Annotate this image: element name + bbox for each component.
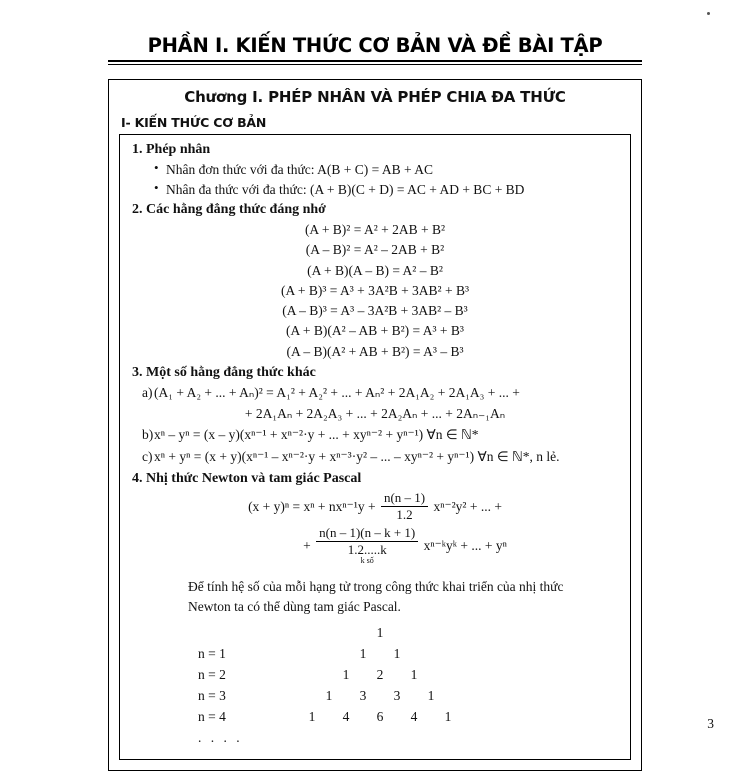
page-content <box>108 34 642 771</box>
corner-mark <box>707 12 710 15</box>
table-row <box>132 623 618 644</box>
row-values <box>252 623 618 644</box>
newton-formula-line-2 <box>132 527 618 566</box>
cell: 4 <box>410 708 418 724</box>
pascal-ellipsis: . . . . <box>198 729 243 745</box>
knowledge-box <box>119 134 631 760</box>
table-row <box>132 707 618 728</box>
cell: 1 <box>410 667 418 683</box>
fraction-annotation: k số <box>360 555 374 565</box>
row-values <box>252 644 618 665</box>
cell: 1 <box>308 708 316 724</box>
pascal-triangle <box>132 623 618 749</box>
row-values <box>252 686 618 707</box>
chapter-title: Chương I. PHÉP NHÂN VÀ PHÉP CHIA ĐA THỨC <box>184 88 566 106</box>
item-text: (A₁ + A₂ + ... + Aₙ)² = A₁² + A₂² + ... + Aₙ² + 2A₁A₂ + 2A₁A₃ + ... + <box>154 384 520 400</box>
page-number: 3 <box>707 716 714 731</box>
row-label: n = 1 <box>198 646 226 662</box>
cell: 2 <box>376 667 384 683</box>
table-row <box>132 644 618 665</box>
equation: (A – B)² = A² – 2AB + B² <box>305 242 445 258</box>
formula-part: (x + y)ⁿ = xⁿ + nxⁿ⁻¹y + <box>248 498 376 514</box>
cell: 1 <box>376 625 384 641</box>
row-values <box>252 665 618 686</box>
formula-part: xⁿ⁻²y² + ... + <box>433 498 502 514</box>
equation: (A – B)³ = A³ – 3A²B + 3AB² – B³ <box>282 303 468 319</box>
item-label: b) <box>142 427 154 443</box>
cell: 6 <box>376 708 384 724</box>
section-heading: I- KIẾN THỨC CƠ BẢN <box>121 115 267 130</box>
fraction-numerator: n(n – 1) <box>383 489 426 505</box>
title-divider <box>108 60 642 65</box>
table-row <box>132 686 618 707</box>
cell: 1 <box>325 688 333 704</box>
section-4-heading: 4. Nhị thức Newton và tam giác Pascal <box>132 470 362 486</box>
section-1-list <box>132 160 618 199</box>
row-values <box>252 707 618 728</box>
section-3-heading: 3. Một số hằng đẳng thức khác <box>132 364 316 380</box>
item-label: a) <box>142 384 153 400</box>
chapter-box <box>108 79 642 771</box>
pascal-note: Để tính hệ số của mỗi hạng tử trong công thức khai triển của nhị thức Newton ta có thể dùng tam giác Pascal. <box>188 578 564 614</box>
newton-formula-line-1 <box>132 489 618 524</box>
cell: 4 <box>342 708 350 724</box>
cell: 1 <box>359 646 367 662</box>
equation: (A – B)(A² + AB + B²) = A³ – B³ <box>286 343 464 359</box>
cell: 3 <box>393 688 401 704</box>
cell: 1 <box>342 667 350 683</box>
section-3-items <box>132 383 618 468</box>
item-text: xⁿ + yⁿ = (x + y)(xⁿ⁻¹ – xⁿ⁻²·y + xⁿ⁻³·y² – ... – xyⁿ⁻² + yⁿ⁻¹) ∀n ∈ ℕ*, n lẻ. <box>154 448 560 464</box>
item-text: xⁿ – yⁿ = (x – y)(xⁿ⁻¹ + xⁿ⁻²·y + ... + xyⁿ⁻² + yⁿ⁻¹) ∀n ∈ ℕ* <box>154 427 479 443</box>
list-item: • Nhân đơn thức với đa thức: A(B + C) = AB + AC <box>154 160 618 180</box>
row-label: n = 2 <box>198 667 226 683</box>
list-item: • Nhân đa thức với đa thức: (A + B)(C + D) = AC + AD + BC + BD <box>154 180 618 200</box>
row-label: n = 3 <box>198 688 226 704</box>
formula-part: + <box>303 538 311 554</box>
section-1-heading: 1. Phép nhân <box>132 142 211 157</box>
table-row <box>132 665 618 686</box>
cell: 1 <box>444 708 452 724</box>
item-label: c) <box>142 448 153 464</box>
formula-part: xⁿ⁻ᵏyᵏ + ... + yⁿ <box>423 538 507 554</box>
fraction-2 <box>316 526 418 565</box>
row-label: n = 4 <box>198 708 226 724</box>
fraction-numerator: n(n – 1)(n – k + 1) <box>319 525 416 541</box>
equation: (A + B)(A – B) = A² – B² <box>307 262 443 278</box>
section-2-equations <box>132 220 618 362</box>
item-continuation: + 2A₁Aₙ + 2A₂A₃ + ... + 2A₂Aₙ + ... + 2Aₙ₋₁Aₙ <box>244 405 506 421</box>
list-item <box>132 425 618 446</box>
cell: 1 <box>393 646 401 662</box>
cell: 1 <box>427 688 435 704</box>
fraction-denominator: 1.2 <box>381 506 428 523</box>
equation: (A + B)² = A² + 2AB + B² <box>304 222 446 238</box>
list-item <box>132 383 618 404</box>
section-2-heading: 2. Các hằng đẳng thức đáng nhớ <box>132 202 326 218</box>
fraction-denominator: 1.2.....k <box>316 541 418 558</box>
equation: (A + B)³ = A³ + 3A²B + 3AB² + B³ <box>280 282 470 298</box>
cell: 3 <box>359 688 367 704</box>
equation: (A + B)(A² – AB + B²) = A³ + B³ <box>286 323 464 339</box>
list-item <box>132 447 618 468</box>
part-title: PHẦN I. KIẾN THỨC CƠ BẢN VÀ ĐỀ BÀI TẬP <box>147 34 603 57</box>
fraction-1 <box>381 491 428 523</box>
row-label <box>132 623 252 644</box>
